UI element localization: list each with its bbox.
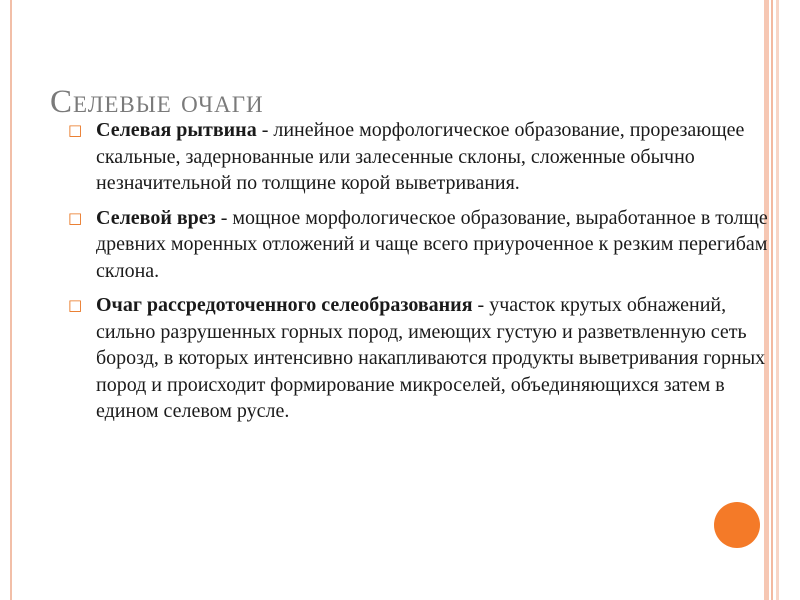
bullet-item [68,205,768,285]
bullet-text: - участок крутых обнажений, сильно разрушенных горных пород, имеющих густую и разветвленную сеть борозд, в которых интенсивно накапливаются продукты выветривания горных пород и происходит формирование микроселей, объединяющихся затем в едином селевом русле. [96,294,766,422]
bullet-term: Очаг рассредоточенного селеобразования [96,294,473,316]
bullet-item [68,117,768,197]
hollow-square-bullet-icon: □ [68,121,83,139]
hollow-square-bullet-icon: □ [68,296,83,314]
hollow-square-bullet-icon: □ [68,208,83,227]
slide-title: Селевые очаги [50,84,264,120]
bullet-term: Селевая рытвина [96,119,257,141]
left-decorative-stripe [10,0,12,600]
bullet-text: - мощное морфологическое образование, выработанное в толще древних моренных отложений и чаще всего приуроченное к резким перегибам склона. [96,206,768,282]
orange-circle-decoration [714,502,760,548]
bullet-item [68,292,768,425]
bullet-text: - линейное морфологическое образование, прорезающее скальные, задернованные или залесенные склоны, сложенные обычно незначительной по толщине корой выветривания. [96,119,745,194]
right-decorative-stripe [771,0,773,600]
right-decorative-stripe [776,0,779,600]
bullet-list [68,117,768,433]
bullet-term: Селевой врез [96,206,216,229]
